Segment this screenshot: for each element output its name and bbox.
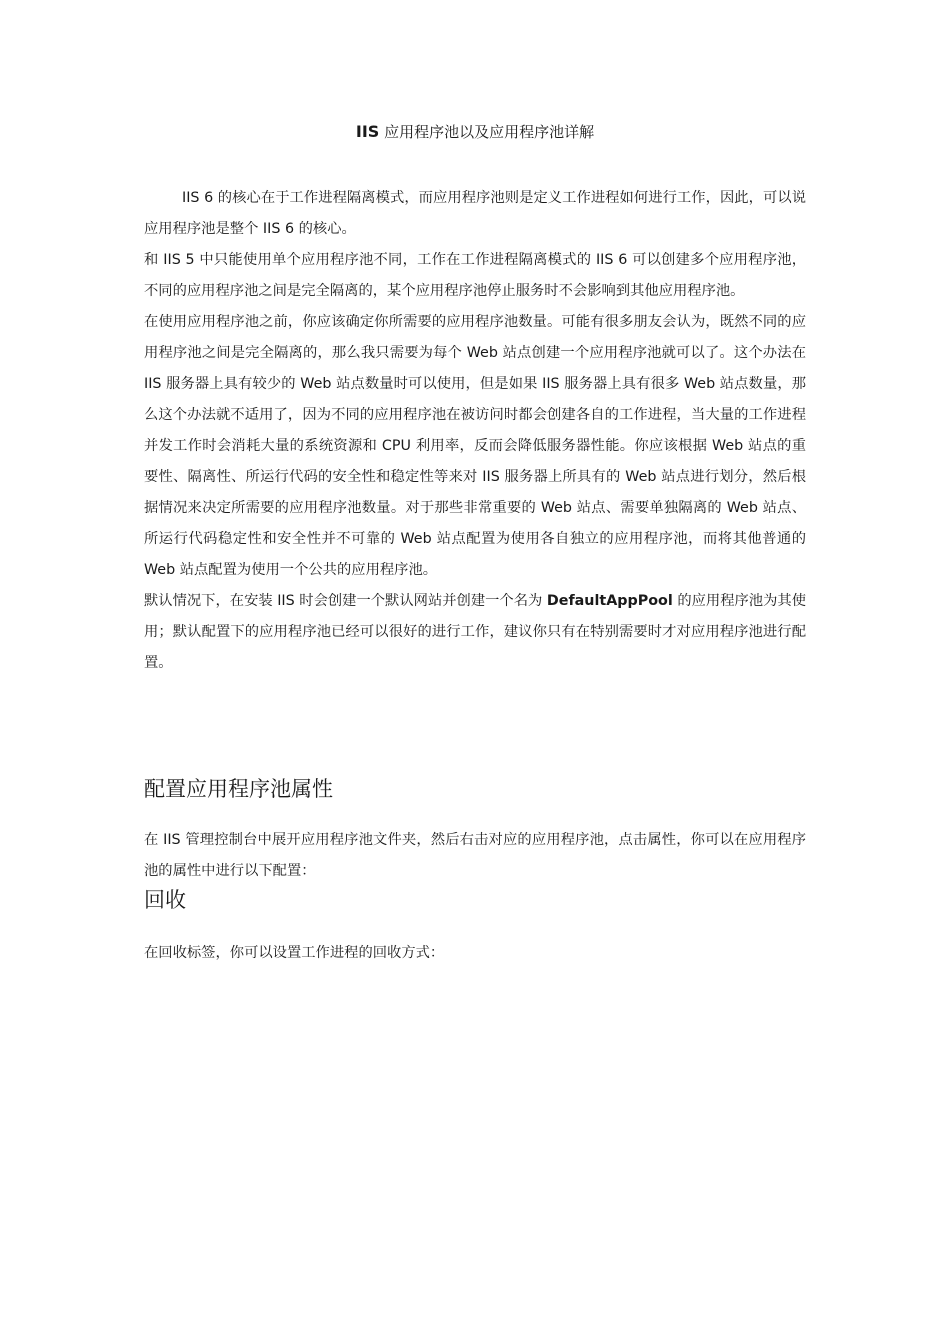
term-bold: DefaultAppPool [546,593,673,609]
heading-recycle: 回收 [144,888,186,912]
paragraph-3 [144,307,806,586]
term: Web [144,562,176,578]
term: IIS 6 [595,252,628,268]
text-run: 可以创建多个应用程序池，不同的应用程序池之间是完全隔离的，某个应用程序池停止服务时不会影响到其他应用程序池。 [144,252,807,299]
text-run: 站点数量，那么这个办法就不适用了，因为不同的应用程序池在被访问时都会创建各自的工作进程，当大量的工作进程并发工作时会消耗大量的系统资源和 [144,376,807,454]
term: IIS [277,593,295,609]
text-run: 站点创建一个应用程序池就可以了。这个办法在 [497,345,806,361]
heading-config-properties: 配置应用程序池属性 [144,777,333,801]
text-run: 管理控制台中展开应用程序池文件夹，然后右击对应的应用程序池，点击属性，你可以在应用程序池的属性中进行以下配置： [144,832,806,879]
text-run: 站点配置为使用各自独立的应用程序池，而将其他普通的 [431,531,806,547]
text-run: 利用率，反而会降低服务器性能。你应该根据 [411,438,713,454]
paragraph-recycle: 在回收标签，你可以设置工作进程的回收方式： [144,945,445,961]
text-run: 站点进行划分，然后根据情况来决定所需要的应用程序池数量。对于那些非常重要的 [144,469,807,516]
paragraph-4 [144,586,806,679]
term: IIS 6 [182,190,214,206]
term: IIS 5 [163,252,195,268]
term: Web [625,469,657,485]
term: IIS [163,832,181,848]
term: Web [540,500,572,516]
term: CPU [381,438,411,454]
text-run: 的应用程序池为其使用；默认配置下的应用程序池已经可以很好的进行工作，建议你只有在特别需要时才对应用程序池进行配置。 [144,593,806,671]
paragraph-2 [144,245,806,307]
text-run: 站点、需要单独隔离的 [571,500,727,516]
text-run: 中只能使用单个应用程序池不同，工作在工作进程隔离模式的 [194,252,596,268]
document-title [0,122,950,142]
text-run: 默认情况下，在安装 [144,593,278,609]
term: IIS 6 [262,221,295,237]
text-run: 服务器上具有较少的 [161,376,301,392]
text-run: 的核心。 [294,221,356,237]
text-run: 在使用应用程序池之前，你应该确定你所需要的应用程序池数量。可能有很多朋友会认为，既然不同的应用程序池之间是完全隔离的，那么我只需要为每个 [144,314,806,361]
term: Web [300,376,332,392]
title-text: 应用程序池以及应用程序池详解 [379,123,595,141]
term: IIS [482,469,500,485]
term: Web [712,438,744,454]
text-run: 站点配置为使用一个公共的应用程序池。 [175,562,438,578]
term: IIS [542,376,560,392]
text-run: 站点的重要性、隔离性、所运行代码的安全性和稳定性等来对 [144,438,807,485]
term: Web [466,345,498,361]
term: Web [400,531,432,547]
body-text [144,183,806,679]
text-run: 服务器上所具有的 [499,469,626,485]
text-run: 站点、所运行代码稳定性和安全性并不可靠的 [144,500,806,547]
title-latin: IIS [355,122,380,141]
text-run: 服务器上具有很多 [559,376,684,392]
paragraph-config [144,825,806,887]
text-run: 站点数量时可以使用，但是如果 [331,376,543,392]
term: Web [726,500,758,516]
term: IIS [144,376,162,392]
paragraph-1 [144,183,806,245]
term: Web [683,376,716,392]
text-run: 在 [144,832,164,848]
text-run: 的核心在于工作进程隔离模式，而应用程序池则是定义工作进程如何进行工作，因此，可以说应用程序池是整个 [144,190,806,237]
text-run: 时会创建一个默认网站并创建一个名为 [294,593,547,609]
text-run: 和 [144,252,164,268]
